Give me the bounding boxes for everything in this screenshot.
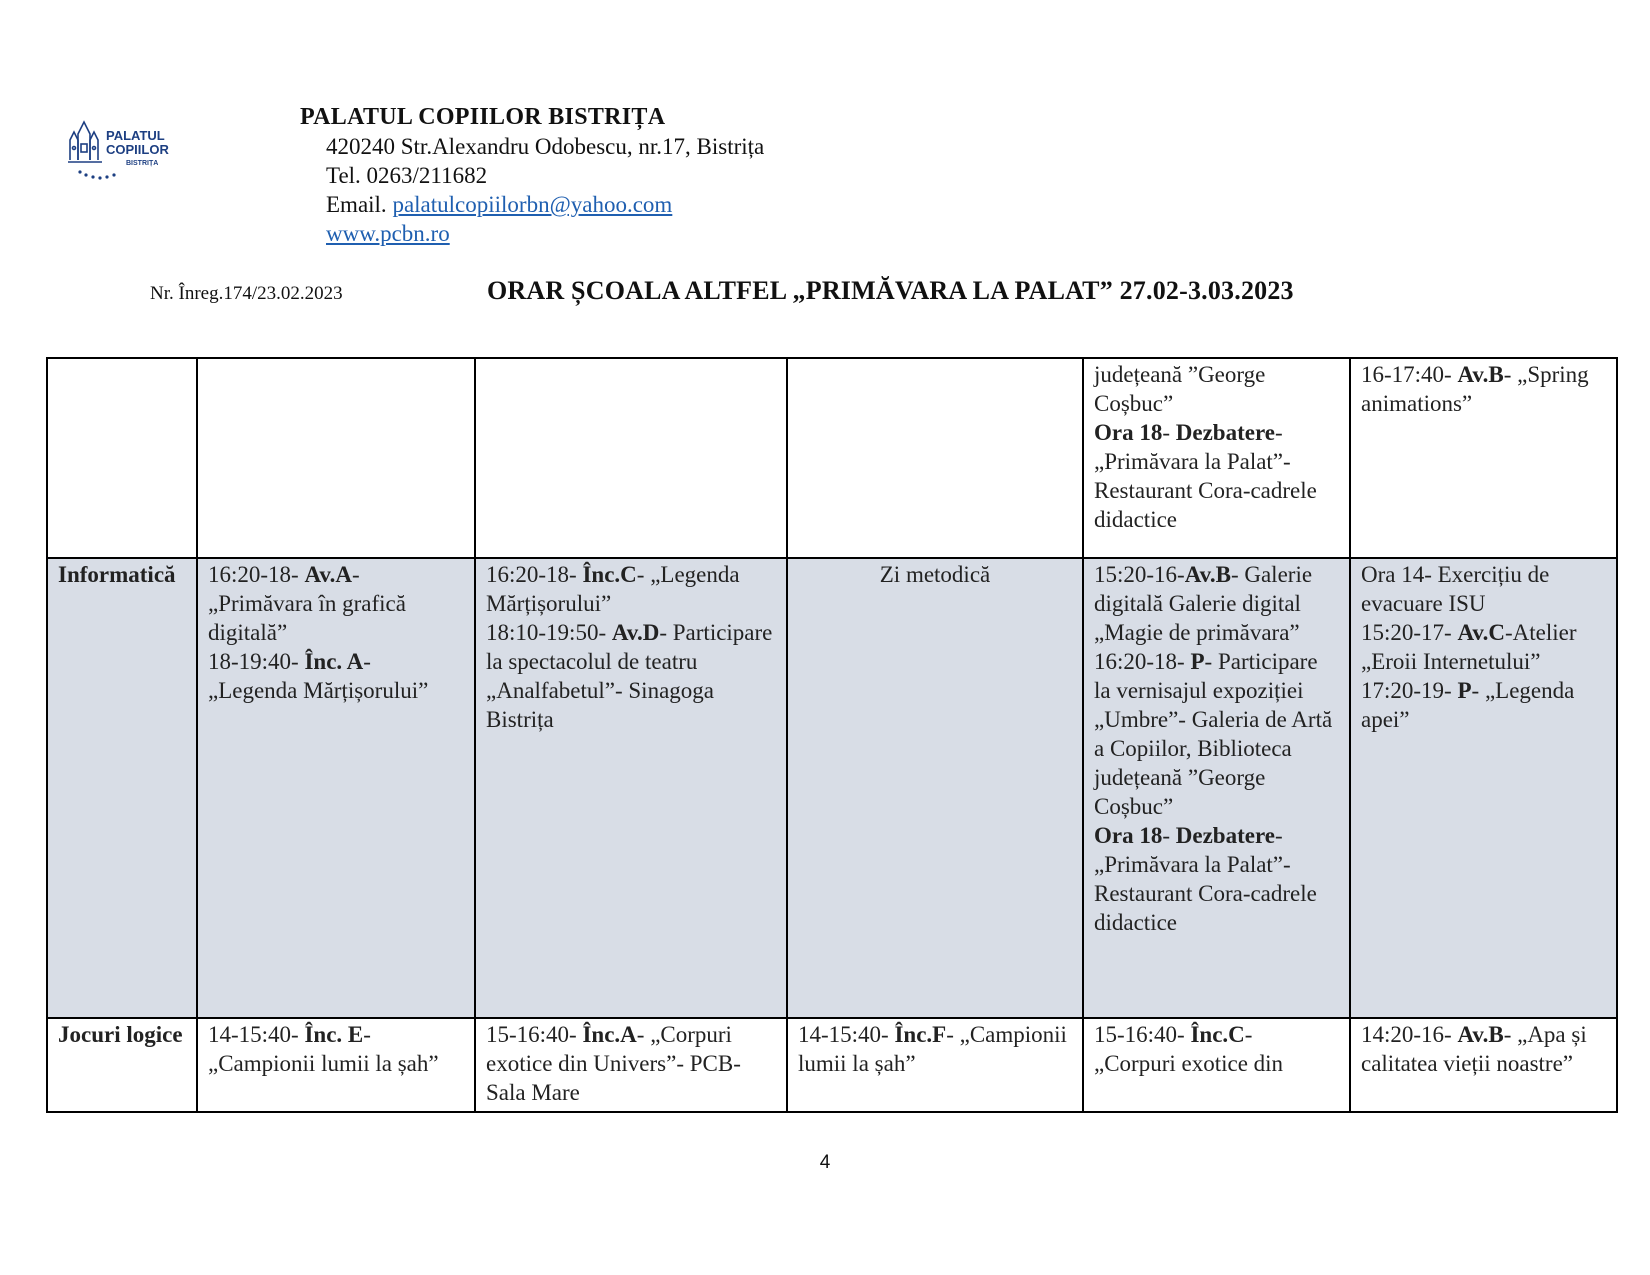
schedule-cell xyxy=(787,558,1083,1018)
activity-text: - xyxy=(1162,823,1176,848)
schedule-cell xyxy=(1350,1018,1617,1112)
letterhead xyxy=(300,103,764,248)
table-row xyxy=(47,558,1617,1018)
activity-text: 15-16:40- xyxy=(486,1022,583,1047)
schedule-cell xyxy=(197,1018,475,1112)
activity-entry xyxy=(798,1020,1072,1078)
group-code: Ora 18 xyxy=(1094,823,1163,848)
email-label: Email. xyxy=(326,192,393,217)
schedule-cell xyxy=(475,1018,787,1112)
activity-text: 16-17:40- xyxy=(1361,362,1458,387)
activity-text: - „Spring animations” xyxy=(1361,362,1589,416)
group-code: Înc.F xyxy=(894,1022,947,1047)
activity-text: - xyxy=(1162,420,1176,445)
activity-entry xyxy=(208,1020,464,1078)
group-code: Dezbatere xyxy=(1175,420,1275,445)
activity-text: 15-16:40- xyxy=(1094,1022,1191,1047)
activity-text: 14-15:40- xyxy=(208,1022,305,1047)
activity-text: - „Campionii lumii la șah” xyxy=(208,1022,439,1076)
logo-text-3: BISTRIȚA xyxy=(126,160,159,167)
activity-entry xyxy=(1094,647,1339,821)
activity-entry xyxy=(486,560,776,618)
group-code: Av.B xyxy=(1457,1022,1504,1047)
schedule-cell xyxy=(475,558,787,1018)
logo-text-1: PALATUL xyxy=(106,128,165,143)
org-address: 420240 Str.Alexandru Odobescu, nr.17, Bistrița xyxy=(326,134,765,159)
group-code: P xyxy=(1190,649,1205,674)
palatul-copiilor-logo xyxy=(66,118,194,188)
activity-text: 14-15:40- xyxy=(798,1022,895,1047)
schedule-cell xyxy=(1083,358,1350,558)
activity-text: - „Legenda apei” xyxy=(1361,678,1575,732)
schedule-table xyxy=(46,357,1618,1113)
activity-entry xyxy=(208,560,464,647)
activity-text: - Participare la vernisajul expoziției „Umbre”- Galeria de Artă a Copiilor, Biblioteca județeană ”George Coșbuc” xyxy=(1094,649,1333,819)
activity-text: 16:20-18- xyxy=(208,562,305,587)
activity-text: Ora 14- Exercițiu de evacuare ISU xyxy=(1361,562,1550,616)
document-title: ORAR ȘCOALA ALTFEL „PRIMĂVARA LA PALAT” 27.02-3.03.2023 xyxy=(487,276,1294,305)
group-code: Înc.C xyxy=(582,562,637,587)
org-phone: Tel. 0263/211682 xyxy=(326,163,488,188)
group-code: Av.C xyxy=(1457,620,1505,645)
activity-entry xyxy=(486,1020,776,1107)
activity-entry xyxy=(1361,1020,1606,1078)
group-code: Înc. E xyxy=(304,1022,364,1047)
activity-text: - Participare la spectacolul de teatru „Analfabetul”- Sinagoga Bistrița xyxy=(486,620,773,732)
activity-text: - „Campionii lumii la șah” xyxy=(798,1022,1067,1076)
group-code: Av.B xyxy=(1184,562,1231,587)
activity-text: 14:20-16- xyxy=(1361,1022,1458,1047)
activity-text: - „Primăvara la Palat”- Restaurant Cora-cadrele didactice xyxy=(1094,823,1317,935)
activity-entry xyxy=(1094,360,1339,418)
group-code: Av.D xyxy=(611,620,660,645)
group-code: Ora 18 xyxy=(1094,420,1163,445)
activity-entry xyxy=(1361,676,1606,734)
org-name: PALATUL COPIILOR BISTRIȚA xyxy=(300,104,666,130)
activity-entry xyxy=(1361,618,1606,676)
group-code: Dezbatere xyxy=(1175,823,1275,848)
registration-number: Nr. Înreg.174/23.02.2023 xyxy=(150,283,343,304)
activity-text: 18:10-19:50- xyxy=(486,620,612,645)
group-code: Înc. A xyxy=(304,649,364,674)
activity-entry xyxy=(1094,821,1339,937)
email-link[interactable]: palatulcopiilorbn@yahoo.com xyxy=(392,192,673,217)
activity-entry xyxy=(1094,560,1339,647)
website-link[interactable]: www.pcbn.ro xyxy=(326,221,450,246)
activity-entry xyxy=(208,647,464,705)
activity-text: 16:20-18- xyxy=(486,562,583,587)
activity-text: - „Corpuri exotice din Univers”- PCB- Sala Mare xyxy=(486,1022,741,1105)
schedule-cell xyxy=(787,1018,1083,1112)
row-label: Informatică xyxy=(47,558,197,1018)
schedule-cell xyxy=(1083,1018,1350,1112)
group-code: P xyxy=(1457,678,1472,703)
activity-text: 15:20-16- xyxy=(1094,562,1185,587)
table-row xyxy=(47,358,1617,558)
activity-text: 15:20-17- xyxy=(1361,620,1458,645)
group-code: Înc.A xyxy=(582,1022,637,1047)
logo-text-2: COPIILOR xyxy=(106,142,169,157)
activity-text: județeană ”George Coșbuc” xyxy=(1094,362,1266,416)
activity-text: - „Apa și calitatea vieții noastre” xyxy=(1361,1022,1587,1076)
schedule-cell xyxy=(787,358,1083,558)
activity-entry xyxy=(1361,360,1606,418)
group-code: Înc.C xyxy=(1190,1022,1245,1047)
group-code: Av.A xyxy=(304,562,352,587)
activity-text: - „Corpuri exotice din xyxy=(1094,1022,1284,1076)
group-code: Av.B xyxy=(1457,362,1504,387)
activity-text: 17:20-19- xyxy=(1361,678,1458,703)
activity-text: 16:20-18- xyxy=(1094,649,1191,674)
activity-text: - „Primăvara la Palat”- Restaurant Cora-cadrele didactice xyxy=(1094,420,1317,532)
row-label: Jocuri logice xyxy=(47,1018,197,1112)
table-row xyxy=(47,1018,1617,1112)
schedule-cell xyxy=(1350,358,1617,558)
row-label xyxy=(47,358,197,558)
schedule-cell xyxy=(1350,558,1617,1018)
activity-text: - „Primăvara în grafică digitală” xyxy=(208,562,406,645)
activity-entry xyxy=(486,618,776,734)
activity-entry xyxy=(1094,418,1339,534)
activity-text: - „Legenda Mărțișorului” xyxy=(486,562,740,616)
org-website-line xyxy=(300,219,764,248)
activity-text: 18-19:40- xyxy=(208,649,305,674)
page-number: 4 xyxy=(819,1152,831,1173)
activity-text: Zi metodică xyxy=(879,562,991,587)
schedule-cell xyxy=(197,358,475,558)
schedule-cell xyxy=(1083,558,1350,1018)
activity-entry xyxy=(1094,1020,1339,1078)
activity-entry xyxy=(798,560,1072,589)
org-email-line xyxy=(300,190,764,219)
schedule-cell xyxy=(475,358,787,558)
schedule-cell xyxy=(197,558,475,1018)
activity-entry xyxy=(1361,560,1606,618)
activity-text: - Galerie digitală Galerie digital „Magie de primăvara” xyxy=(1094,562,1313,645)
activity-text: - „Legenda Mărțișorului” xyxy=(208,649,429,703)
activity-text: -Atelier „Eroii Internetului” xyxy=(1361,620,1577,674)
